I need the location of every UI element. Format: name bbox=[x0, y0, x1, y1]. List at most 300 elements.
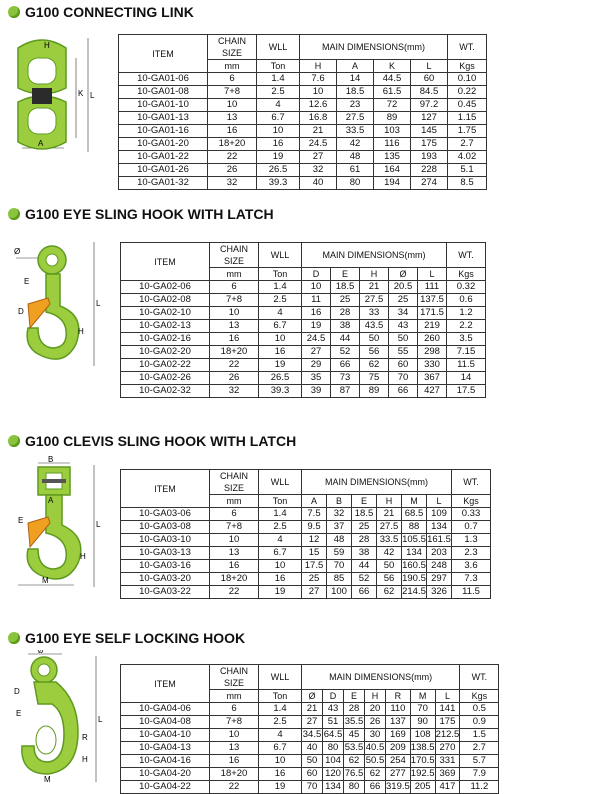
table-cell: 11.5 bbox=[452, 586, 491, 599]
table-cell: 70 bbox=[327, 560, 352, 573]
table-cell: 134 bbox=[402, 547, 427, 560]
table-cell: 13 bbox=[208, 112, 257, 125]
bullet-icon bbox=[8, 6, 20, 18]
table-cell: 22 bbox=[208, 151, 257, 164]
table-cell: 24.5 bbox=[300, 138, 337, 151]
table-cell: 10 bbox=[210, 729, 259, 742]
table-cell: 134 bbox=[323, 781, 344, 794]
table-cell: 84.5 bbox=[411, 86, 448, 99]
header-dimension: H bbox=[300, 60, 337, 73]
dim-label: M bbox=[44, 775, 51, 784]
table-row bbox=[121, 521, 491, 534]
table-cell: 190.5 bbox=[402, 573, 426, 584]
table-cell: 10 bbox=[302, 281, 331, 294]
table-cell: 10-GA04-13 bbox=[121, 742, 210, 755]
table-cell: 66 bbox=[352, 586, 377, 599]
table-cell: 26 bbox=[365, 716, 386, 729]
table-cell: 0.10 bbox=[448, 73, 487, 86]
table-cell: 35 bbox=[302, 372, 331, 385]
table-cell: 2.5 bbox=[257, 86, 300, 99]
header-dimension: L bbox=[427, 495, 452, 508]
header-wt-unit: Kgs bbox=[452, 495, 491, 508]
table-row bbox=[121, 333, 486, 346]
table-cell: 28 bbox=[344, 703, 365, 716]
table-cell: 109 bbox=[427, 508, 452, 521]
table-cell: 0.32 bbox=[447, 281, 486, 294]
table-cell: 1.4 bbox=[259, 508, 302, 521]
table-row bbox=[119, 138, 487, 151]
table-cell: 10-GA02-08 bbox=[121, 294, 210, 307]
table-cell: 110 bbox=[386, 703, 411, 716]
table-row bbox=[119, 177, 487, 190]
table-cell: 42 bbox=[377, 547, 402, 560]
table-cell: 10-GA02-13 bbox=[121, 320, 210, 333]
table-cell: 6.7 bbox=[259, 742, 302, 755]
header-dimension: K bbox=[374, 60, 411, 73]
table-cell: 1.4 bbox=[259, 703, 302, 716]
table-cell: 52 bbox=[352, 573, 377, 586]
header-wt: WT. bbox=[448, 35, 487, 60]
table-cell: 228 bbox=[411, 164, 448, 177]
table-row bbox=[121, 281, 486, 294]
table-cell: 18+20 bbox=[210, 573, 259, 586]
table-cell: 43 bbox=[323, 703, 344, 716]
table-row bbox=[121, 385, 486, 398]
table-cell: 50 bbox=[302, 755, 323, 768]
table-cell: 52 bbox=[331, 346, 360, 359]
table-cell: 10-GA01-22 bbox=[119, 151, 208, 164]
header-dimension: M bbox=[402, 495, 427, 508]
table-cell: 417 bbox=[435, 781, 460, 794]
table-cell: 326 bbox=[427, 586, 452, 599]
table-cell: 37 bbox=[327, 521, 352, 534]
table-cell: 34 bbox=[389, 307, 418, 320]
table-cell: 19 bbox=[259, 781, 302, 794]
section-connecting-link bbox=[0, 0, 613, 190]
table-cell: 9.5 bbox=[302, 521, 327, 534]
table-cell: 116 bbox=[374, 138, 411, 151]
table-cell: 20 bbox=[365, 703, 386, 716]
header-dimension: H bbox=[377, 495, 402, 508]
header-item: ITEM bbox=[121, 243, 210, 281]
table-cell: 103 bbox=[374, 125, 411, 138]
table-cell: 38 bbox=[331, 320, 360, 333]
table-cell: 90 bbox=[410, 716, 435, 729]
table-cell: 10-GA04-22 bbox=[121, 781, 210, 794]
table-cell: 18.5 bbox=[352, 508, 377, 521]
table-cell: 19 bbox=[259, 586, 302, 599]
table-cell: 1.2 bbox=[447, 307, 486, 320]
table-cell: 7+8 bbox=[210, 521, 259, 534]
table-cell: 40 bbox=[300, 177, 337, 190]
table-row bbox=[121, 372, 486, 385]
header-dimension: E bbox=[352, 495, 377, 508]
header-item: ITEM bbox=[119, 35, 208, 73]
dim-label: K bbox=[78, 89, 84, 98]
table-cell: 87 bbox=[331, 385, 360, 398]
bullet-icon bbox=[8, 435, 20, 447]
section-title bbox=[8, 630, 245, 646]
table-cell: 24.5 bbox=[302, 333, 331, 346]
table-cell: 89 bbox=[360, 385, 389, 398]
table-cell: 175 bbox=[435, 716, 460, 729]
table-cell: 10 bbox=[259, 560, 302, 573]
header-chain-unit: mm bbox=[208, 60, 257, 73]
table-row bbox=[121, 320, 486, 333]
dim-label: H bbox=[80, 552, 86, 561]
table-cell: 104 bbox=[323, 755, 344, 768]
table-cell: 194 bbox=[374, 177, 411, 190]
table-cell: 13 bbox=[210, 742, 259, 755]
table-cell: 219 bbox=[418, 320, 447, 333]
table-cell: 270 bbox=[435, 742, 460, 755]
table-row bbox=[121, 716, 499, 729]
dim-label: H bbox=[44, 41, 50, 50]
table-cell: 16 bbox=[257, 138, 300, 151]
table-cell: 48 bbox=[327, 534, 352, 547]
table-cell: 298 bbox=[418, 346, 447, 359]
table-row bbox=[121, 586, 491, 599]
header-dimension: D bbox=[323, 690, 344, 703]
header-dimension: A bbox=[337, 60, 374, 73]
dim-label: M bbox=[42, 576, 49, 585]
table-cell: 68.5 bbox=[402, 508, 427, 521]
table-cell: 203 bbox=[427, 547, 452, 560]
spec-table bbox=[120, 469, 491, 599]
table-cell: 175 bbox=[411, 138, 448, 151]
table-cell: 61.5 bbox=[374, 86, 411, 99]
table-cell: 2.3 bbox=[452, 547, 491, 560]
table-cell: 6 bbox=[210, 703, 259, 716]
header-wt-unit: Kgs bbox=[448, 60, 487, 73]
table-cell: 10-GA02-10 bbox=[121, 307, 210, 320]
table-cell: 260 bbox=[418, 333, 447, 346]
table-cell: 44 bbox=[352, 560, 377, 573]
header-wll: WLL bbox=[257, 35, 300, 60]
table-cell: 164 bbox=[374, 164, 411, 177]
section-title-text: G100 CONNECTING LINK bbox=[25, 4, 194, 20]
table-cell: 0.45 bbox=[448, 99, 487, 112]
table-cell: 10-GA03-22 bbox=[121, 586, 210, 599]
header-item: ITEM bbox=[121, 665, 210, 703]
table-cell: 4 bbox=[259, 534, 302, 547]
table-cell: 25 bbox=[352, 521, 377, 534]
dim-label: L bbox=[96, 299, 101, 308]
table-cell: 39.3 bbox=[257, 177, 300, 190]
table-cell: 50 bbox=[377, 560, 402, 573]
table-cell: 10-GA02-20 bbox=[121, 346, 210, 359]
table-cell: 10-GA04-16 bbox=[121, 755, 210, 768]
table-cell: 0.22 bbox=[448, 86, 487, 99]
table-cell: 19 bbox=[257, 151, 300, 164]
bullet-icon bbox=[8, 632, 20, 644]
header-wll: WLL bbox=[259, 243, 302, 268]
table-cell: 11.2 bbox=[460, 781, 499, 794]
table-row bbox=[119, 112, 487, 125]
table-cell: 120 bbox=[323, 768, 344, 781]
table-header-row bbox=[121, 665, 499, 690]
table-cell: 8.5 bbox=[448, 177, 487, 190]
header-item: ITEM bbox=[121, 470, 210, 508]
table-cell: 10-GA01-08 bbox=[119, 86, 208, 99]
header-wt: WT. bbox=[452, 470, 491, 495]
table-cell: 209 bbox=[386, 742, 411, 755]
table-cell: 6.7 bbox=[259, 547, 302, 560]
table-cell: 72 bbox=[374, 99, 411, 112]
table-cell: 192.5 bbox=[410, 768, 435, 779]
table-cell: 10-GA03-06 bbox=[121, 508, 210, 521]
table-cell: 6.7 bbox=[257, 112, 300, 125]
section-eye-sling-hook bbox=[0, 200, 613, 400]
table-cell: 27 bbox=[302, 716, 323, 729]
table-cell: 10-GA02-06 bbox=[121, 281, 210, 294]
header-dimension: H bbox=[365, 690, 386, 703]
table-cell: 134 bbox=[427, 521, 452, 534]
table-row bbox=[121, 307, 486, 320]
table-cell: 17.5 bbox=[302, 560, 327, 573]
table-cell: 85 bbox=[327, 573, 352, 586]
table-row bbox=[121, 294, 486, 307]
table-cell: 80 bbox=[337, 177, 374, 190]
table-cell: 5.1 bbox=[448, 164, 487, 177]
table-cell: 33.5 bbox=[337, 125, 374, 138]
table-row bbox=[121, 729, 499, 742]
table-cell: 80 bbox=[323, 742, 344, 755]
section-title bbox=[8, 433, 296, 449]
table-cell: 66 bbox=[365, 781, 386, 794]
table-cell: 75 bbox=[360, 372, 389, 385]
table-cell: 40 bbox=[302, 742, 323, 755]
table-cell: 10-GA04-10 bbox=[121, 729, 210, 742]
table-cell: 26.5 bbox=[257, 164, 300, 177]
header-wll-unit: Ton bbox=[259, 690, 302, 703]
table-cell: 138.5 bbox=[410, 742, 435, 753]
table-cell: 20.5 bbox=[389, 281, 418, 294]
dim-label: H bbox=[82, 755, 88, 764]
table-cell: 7+8 bbox=[210, 716, 259, 729]
table-cell: 45 bbox=[344, 729, 365, 742]
header-dimension: B bbox=[327, 495, 352, 508]
dim-label: H bbox=[78, 327, 84, 336]
table-cell: 127 bbox=[411, 112, 448, 125]
table-cell: 10-GA02-16 bbox=[121, 333, 210, 346]
table-cell: 22 bbox=[210, 586, 259, 599]
table-cell: 19 bbox=[302, 320, 331, 333]
table-cell: 111 bbox=[418, 281, 447, 294]
table-row bbox=[121, 768, 499, 781]
table-cell: 2.5 bbox=[259, 521, 302, 534]
table-cell: 6 bbox=[208, 73, 257, 86]
table-cell: 27 bbox=[302, 346, 331, 359]
table-header-row bbox=[121, 243, 486, 268]
table-cell: 42 bbox=[337, 138, 374, 151]
table-cell: 160.5 bbox=[402, 560, 426, 571]
table-cell: 6 bbox=[210, 508, 259, 521]
table-cell: 4.02 bbox=[448, 151, 487, 164]
table-cell: 0.7 bbox=[452, 521, 491, 534]
table-cell: 64.5 bbox=[323, 729, 343, 740]
header-dimension: H bbox=[360, 268, 389, 281]
table-cell: 141 bbox=[435, 703, 460, 716]
table-row bbox=[119, 164, 487, 177]
table-cell: 369 bbox=[435, 768, 460, 781]
clevis-sling-hook-diagram bbox=[8, 455, 108, 600]
header-dimension: L bbox=[435, 690, 460, 703]
table-cell: 2.7 bbox=[448, 138, 487, 151]
table-cell: 7.5 bbox=[302, 508, 327, 521]
header-chain-size: CHAIN SIZE bbox=[210, 243, 259, 268]
table-cell: 137.5 bbox=[418, 294, 447, 307]
table-cell: 13 bbox=[210, 547, 259, 560]
table-cell: 1.4 bbox=[257, 73, 300, 86]
table-cell: 22 bbox=[210, 359, 259, 372]
table-cell: 70 bbox=[302, 781, 323, 794]
table-cell: 62 bbox=[344, 755, 365, 768]
table-cell: 10-GA02-32 bbox=[121, 385, 210, 398]
table-cell: 18.5 bbox=[331, 281, 360, 294]
header-dimension: L bbox=[411, 60, 448, 73]
dim-label: L bbox=[98, 715, 103, 724]
table-cell: 11.5 bbox=[447, 359, 486, 372]
table-cell: 5.7 bbox=[460, 755, 499, 768]
table-cell: 10 bbox=[210, 307, 259, 320]
table-cell: 427 bbox=[418, 385, 447, 398]
table-cell: 51 bbox=[323, 716, 344, 729]
section-title-text: G100 EYE SELF LOCKING HOOK bbox=[25, 630, 246, 646]
table-cell: 14 bbox=[337, 73, 374, 86]
table-cell: 23 bbox=[337, 99, 374, 112]
table-cell: 108 bbox=[410, 729, 435, 742]
section-clevis-sling-hook bbox=[0, 425, 613, 610]
table-cell: 7+8 bbox=[210, 294, 259, 307]
table-cell: 22 bbox=[210, 781, 259, 794]
table-row bbox=[121, 534, 491, 547]
header-dimension: R bbox=[386, 690, 411, 703]
table-row bbox=[121, 703, 499, 716]
table-cell: 16 bbox=[302, 307, 331, 320]
table-cell: 10-GA01-16 bbox=[119, 125, 208, 138]
table-cell: 26 bbox=[210, 372, 259, 385]
header-wt: WT. bbox=[460, 665, 499, 690]
table-cell: 27.5 bbox=[337, 112, 374, 125]
eye-self-locking-hook-diagram bbox=[8, 650, 108, 791]
table-cell: 367 bbox=[418, 372, 447, 385]
table-cell: 76.5 bbox=[344, 768, 364, 779]
header-wll-unit: Ton bbox=[257, 60, 300, 73]
table-cell: 62 bbox=[365, 768, 386, 781]
table-cell: 88 bbox=[402, 521, 427, 534]
table-cell: 73 bbox=[331, 372, 360, 385]
section-title bbox=[8, 206, 274, 222]
table-cell: 89 bbox=[374, 112, 411, 125]
table-cell: 254 bbox=[386, 755, 411, 768]
dim-label: L bbox=[90, 91, 95, 100]
header-main-dimensions: MAIN DIMENSIONS(mm) bbox=[300, 35, 448, 60]
table-cell: 10 bbox=[210, 534, 259, 547]
table-row bbox=[121, 781, 499, 794]
table-cell: 40.5 bbox=[365, 742, 385, 753]
table-cell: 19 bbox=[259, 359, 302, 372]
table-cell: 48 bbox=[337, 151, 374, 164]
connecting-link-diagram bbox=[8, 30, 108, 165]
header-wll: WLL bbox=[259, 665, 302, 690]
header-dimension: Ø bbox=[389, 268, 418, 281]
dim-label: D bbox=[14, 687, 20, 696]
table-cell: 7.15 bbox=[447, 346, 486, 359]
table-cell: 10-GA01-13 bbox=[119, 112, 208, 125]
table-row bbox=[119, 99, 487, 112]
table-cell: 35.5 bbox=[344, 716, 364, 727]
table-cell: 277 bbox=[386, 768, 411, 781]
table-cell: 330 bbox=[418, 359, 447, 372]
table-cell: 0.33 bbox=[452, 508, 491, 521]
table-cell: 170.5 bbox=[410, 755, 435, 766]
table-cell: 66 bbox=[331, 359, 360, 372]
table-cell: 10 bbox=[300, 86, 337, 99]
table-cell: 16 bbox=[210, 333, 259, 346]
table-cell: 10-GA02-22 bbox=[121, 359, 210, 372]
table-cell: 7.6 bbox=[300, 73, 337, 86]
table-cell: 10 bbox=[257, 125, 300, 138]
table-cell: 16.8 bbox=[300, 112, 337, 125]
section-title-text: G100 EYE SLING HOOK WITH LATCH bbox=[25, 206, 274, 222]
dim-label: E bbox=[16, 709, 22, 718]
table-cell: 59 bbox=[327, 547, 352, 560]
table-cell: 6.7 bbox=[259, 320, 302, 333]
table-cell: 32 bbox=[327, 508, 352, 521]
table-cell: 6 bbox=[210, 281, 259, 294]
table-cell: 4 bbox=[259, 307, 302, 320]
header-main-dimensions: MAIN DIMENSIONS(mm) bbox=[302, 665, 460, 690]
header-dimension: M bbox=[410, 690, 435, 703]
table-cell: 80 bbox=[344, 781, 365, 794]
table-row bbox=[119, 73, 487, 86]
table-cell: 16 bbox=[210, 560, 259, 573]
table-cell: 18+20 bbox=[210, 768, 259, 781]
table-cell: 7.9 bbox=[460, 768, 499, 781]
table-cell: 26 bbox=[208, 164, 257, 177]
header-chain-unit: mm bbox=[210, 268, 259, 281]
table-cell: 30 bbox=[365, 729, 386, 742]
header-dimension: L bbox=[418, 268, 447, 281]
table-cell: 18.5 bbox=[337, 86, 374, 99]
table-cell: 14 bbox=[447, 372, 486, 385]
table-cell: 11 bbox=[302, 294, 331, 307]
table-cell: 60 bbox=[302, 768, 323, 781]
table-cell: 169 bbox=[386, 729, 411, 742]
table-row bbox=[121, 573, 491, 586]
table-cell: 7.3 bbox=[452, 573, 491, 586]
table-row bbox=[121, 508, 491, 521]
dim-label: E bbox=[18, 516, 24, 525]
table-cell: 44.5 bbox=[374, 73, 411, 86]
table-cell: 44 bbox=[331, 333, 360, 346]
table-row bbox=[121, 742, 499, 755]
table-cell: 297 bbox=[427, 573, 452, 586]
table-cell: 0.9 bbox=[460, 716, 499, 729]
header-dimension: A bbox=[302, 495, 327, 508]
table-row bbox=[121, 359, 486, 372]
header-chain-size: CHAIN SIZE bbox=[208, 35, 257, 60]
table-cell: 33 bbox=[360, 307, 389, 320]
table-cell: 10 bbox=[208, 99, 257, 112]
dim-label: Ø bbox=[38, 650, 44, 655]
table-row bbox=[119, 151, 487, 164]
table-cell: 53.5 bbox=[344, 742, 364, 753]
table-cell: 331 bbox=[435, 755, 460, 768]
table-cell: 10-GA01-20 bbox=[119, 138, 208, 151]
table-cell: 21 bbox=[300, 125, 337, 138]
